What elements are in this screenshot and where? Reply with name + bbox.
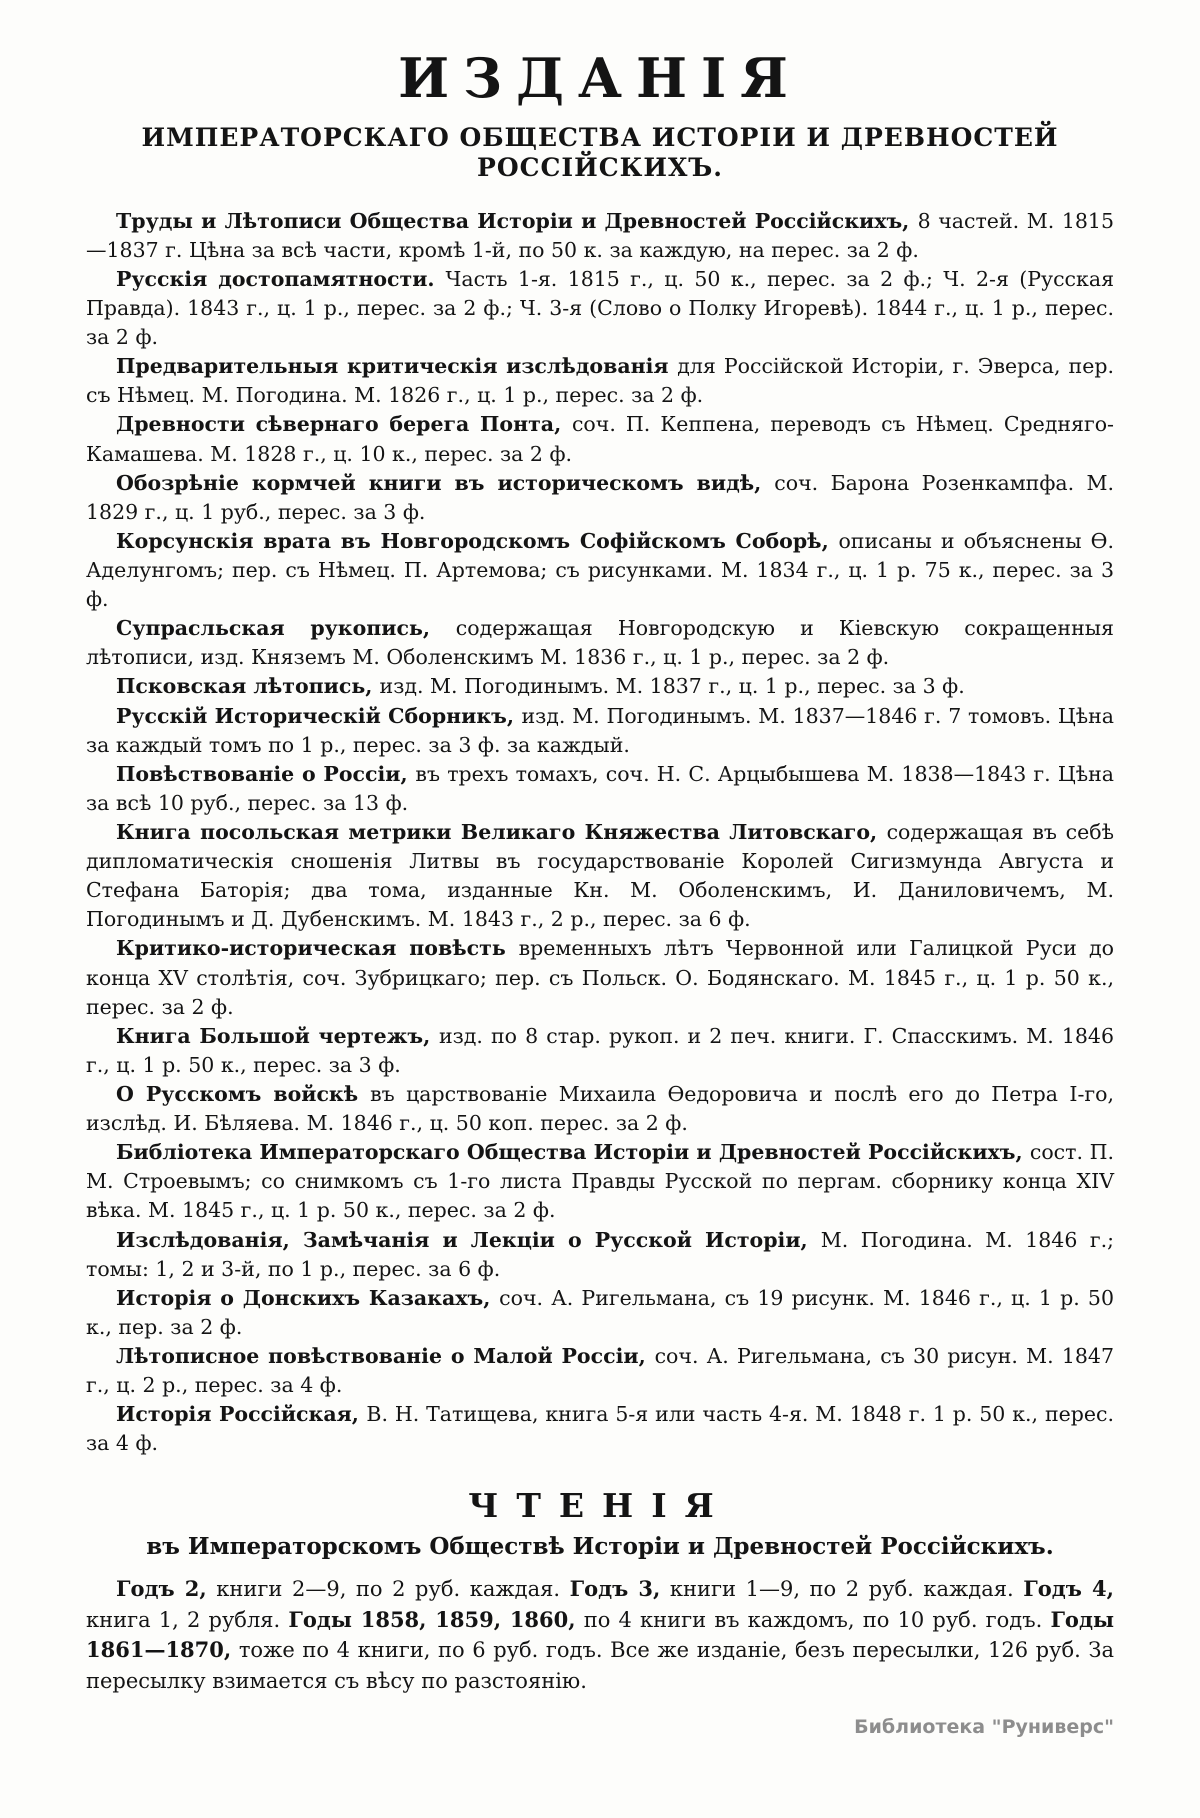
catalog-entry (86, 672, 1114, 701)
catalog-entry (86, 469, 1114, 527)
chteniya-segment-bold: Годъ 2, (116, 1576, 207, 1602)
entry-title: Труды и Лѣтописи Общества Исторіи и Древностей Россійскихъ, (116, 208, 918, 233)
catalog-entry (86, 1400, 1114, 1458)
catalog-entry (86, 1138, 1114, 1225)
entry-text: описаны и объяснены Ѳ. Аделунгомъ; пер. съ Нѣмец. П. Артемова; съ рисунками. М. 1834 г., ц. 1 р. 75 к., перес. за 3 ф. (86, 528, 1114, 612)
catalog-entry (86, 1226, 1114, 1284)
entry-title: Предварительныя критическія изслѣдованія (116, 354, 678, 379)
entry-text: М. Погодина. М. 1846 г.; томы: 1, 2 и 3-й, по 1 р., перес. за 6 ф. (86, 1227, 1115, 1281)
entry-title: Русскія достопамятности. (116, 266, 446, 291)
entry-title: О Русскомъ войскѣ (116, 1081, 371, 1106)
catalog-entry (86, 614, 1114, 672)
entry-text: 8 частей. М. 1815—1837 г. Цѣна за всѣ части, кромѣ 1-й, по 50 к. за каждую, на перес. за 2 ф. (86, 208, 1115, 262)
entry-text: Часть 1-я. 1815 г., ц. 50 к., перес. за 2 ф.; Ч. 2-я (Русская Правда). 1843 г., ц. 1 р., перес. за 2 ф.; Ч. 3-я (Слово о Полку Игоревѣ). 1844 г., ц. 1 р., перес. за 2 ф. (86, 266, 1115, 350)
chteniya-segment: по 4 книги въ каждомъ, по 10 руб. годъ. (575, 1607, 1051, 1632)
entry-title: Древности сѣвернаго берега Понта, (116, 412, 572, 437)
entry-title: Исторія о Донскихъ Казакахъ, (116, 1285, 500, 1310)
catalog-entry (86, 1022, 1114, 1080)
entry-title: Библіотека Императорскаго Общества Исторіи и Древностей Россійскихъ, (116, 1140, 1030, 1165)
catalog-entries (86, 207, 1114, 1459)
catalog-entry (86, 702, 1114, 760)
entry-text: соч. Барона Розенкампфа. М. 1829 г., ц. 1 руб., перес. за 3 ф. (86, 470, 1115, 524)
page-subtitle: ИМПЕРАТОРСКАГО ОБЩЕСТВА ИСТОРІИ И ДРЕВНОСТЕЙ РОССІЙСКИХЪ. (141, 122, 1059, 182)
catalog-entry (86, 934, 1114, 1021)
entry-text: изд. М. Погодинымъ. М. 1837—1846 г. 7 томовъ. Цѣна за каждый томъ по 1 р., перес. за 3 ф. за каждый. (86, 703, 1114, 757)
entry-text: соч. П. Кеппена, переводъ съ Нѣмец. Средняго-Камашева. М. 1828 г., ц. 10 к., перес. за 2 ф. (86, 412, 1114, 466)
entry-title: Изслѣдованія, Замѣчанія и Лекціи о Русской Исторіи, (116, 1227, 821, 1252)
entry-title: Исторія Россійская, (116, 1402, 367, 1427)
chteniya-segment: тоже по 4 книги, по 6 руб. годъ. Все же изданіе, безъ пересылки, 126 руб. За пересылку взимается съ вѣсу по разстоянію. (86, 1638, 1114, 1693)
entry-title: Критико-историческая повѣсть (116, 936, 519, 961)
entry-text: В. Н. Татищева, книга 5-я или часть 4-я. М. 1848 г. 1 р. 50 к., перес. за 4 ф. (86, 1402, 1114, 1456)
entry-title: Лѣтописное повѣствованіе о Малой Россіи, (116, 1343, 655, 1368)
entry-text: въ трехъ томахъ, соч. Н. С. Арцыбышева М. 1838—1843 г. Цѣна за всѣ 10 руб., перес. за 13 ф. (86, 761, 1114, 815)
entry-text: временныхъ лѣтъ Червонной или Галицкой Руси до конца XV столѣтія, соч. Зубрицкаго; пер. съ Польск. О. Бодянскаго. М. 1845 г., ц. 1 р. 50 к., перес. за 2 ф. (86, 936, 1114, 1019)
entry-text: изд. по 8 стар. рукоп. и 2 печ. книги. Г. Спасскимъ. М. 1846 г., ц. 1 р. 50 к., перес. за 3 ф. (86, 1023, 1114, 1077)
entry-title: Корсунскія врата въ Новгородскомъ Софійскомъ Соборѣ, (116, 528, 839, 553)
chteniya-segment-bold: Годъ 4, (1023, 1576, 1114, 1602)
catalog-entry (86, 760, 1114, 818)
catalog-entry (86, 818, 1114, 934)
entry-title: Книга Большой чертежъ, (116, 1023, 439, 1048)
catalog-entry (86, 527, 1114, 614)
entry-title: Обозрѣніе кормчей книги въ историческомъ видѣ, (116, 470, 775, 495)
entry-text: содержащая въ себѣ дипломатическія сношенія Литвы въ государствованіе Королей Сигизмунда Августа и Стефана Баторія; два тома, изданные Кн. М. Оболенскимъ, И. Даниловичемъ, М. Погодинымъ и Д. Дубенскимъ. М. 1843 г., 2 р., перес. за 6 ф. (86, 819, 1114, 932)
entry-title: Псковская лѣтопись, (116, 674, 380, 699)
chteniya-segment-bold: Годы 1861—1870, (86, 1606, 1114, 1663)
catalog-entry (86, 352, 1114, 410)
entry-text: сост. П. М. Строевымъ; со снимкомъ съ 1-го листа Правды Русской по пергам. сборнику конца XIV вѣка. М. 1845 г., ц. 1 р. 50 к., перес. за 2 ф. (86, 1140, 1114, 1223)
entry-text: соч. А. Ригельмана, съ 30 рисун. М. 1847 г., ц. 2 р., перес. за 4 ф. (86, 1343, 1114, 1398)
entry-title: Повѣствованіе о Россіи, (116, 761, 416, 786)
entry-text: содержащая Новгородскую и Кіевскую сокращенныя лѣтописи, изд. Княземъ М. Оболенскимъ М. 1836 г., ц. 1 р., перес. за 2 ф. (86, 616, 1114, 670)
entry-title: Книга посольская метрики Великаго Княжества Литовскаго, (116, 819, 887, 844)
chteniya-segment: книги 1—9, по 2 руб. каждая. (660, 1577, 1024, 1602)
catalog-entry (86, 410, 1114, 468)
entry-text: въ царствованіе Михаила Ѳедоровича и послѣ его до Петра I-го, изслѣд. И. Бѣляева. М. 1846 г., ц. 50 коп. перес. за 2 ф. (86, 1081, 1114, 1136)
chteniya-segment-bold: Годъ 3, (569, 1576, 661, 1602)
catalog-entry (86, 1080, 1114, 1138)
chteniya-segment: книга 1, 2 рубля. (86, 1607, 289, 1632)
entry-title: Русскій Историческій Сборникъ, (116, 703, 522, 728)
page-title: ИЗДАНІЯ (398, 46, 802, 110)
entry-text: соч. А. Ригельмана, съ 19 рисунк. М. 1846 г., ц. 1 р. 50 к., пер. за 2 ф. (86, 1285, 1115, 1339)
section-chteniya-title: ЧТЕНІЯ (468, 1486, 732, 1526)
entry-text: для Россійской Исторіи, г. Эверса, пер. съ Нѣмец. М. Погодина. М. 1826 г., ц. 1 р., перес. за 2 ф. (86, 354, 1114, 408)
catalog-entry (86, 265, 1114, 352)
entry-title: Супрасльская рукопись, (116, 616, 456, 641)
section-chteniya-subtitle: въ Императорскомъ Обществѣ Исторіи и Древностей Россійскихъ. (146, 1532, 1054, 1560)
catalog-entry (86, 207, 1114, 265)
chteniya-segment-bold: Годы 1858, 1859, 1860, (288, 1606, 576, 1632)
library-watermark: Библиотека "Руниверс" (854, 1716, 1114, 1739)
catalog-entry (86, 1342, 1114, 1400)
chteniya-segment: книги 2—9, по 2 руб. каждая. (206, 1577, 570, 1602)
catalog-entry (86, 1284, 1114, 1342)
entry-text: изд. М. Погодинымъ. М. 1837 г., ц. 1 р., перес. за 3 ф. (379, 674, 965, 699)
section-chteniya-text (86, 1574, 1114, 1696)
